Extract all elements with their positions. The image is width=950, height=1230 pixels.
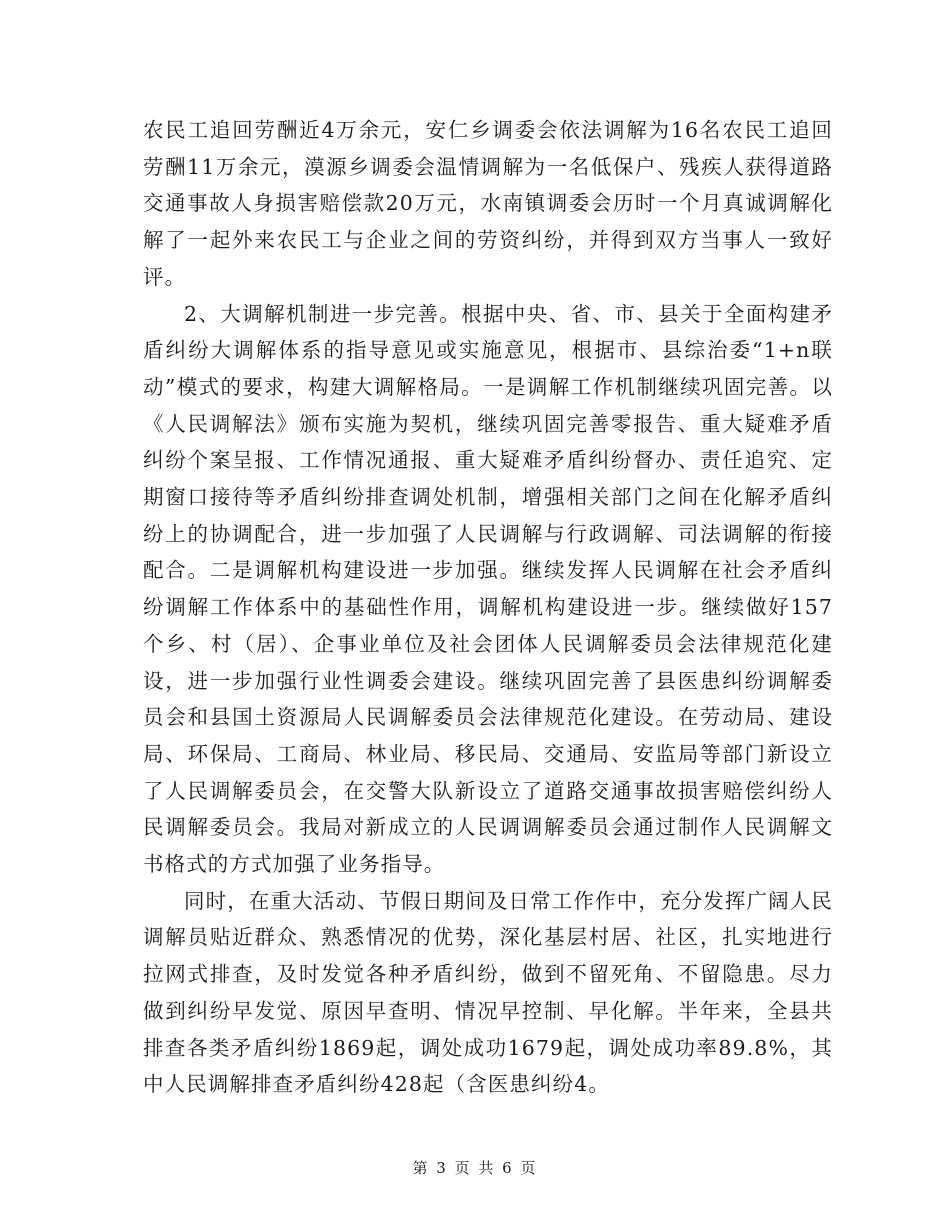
- paragraph-mediation-mechanism: 2、大调解机制进一步完善。根据中央、省、市、县关于全面构建矛盾纠纷大调解体系的指导意见或实施意见，根据市、县综治委“1+n联动”模式的要求，构建大调解格局。一是调解工作机制继续巩固完善。以《人民调解法》颁布实施为契机，继续巩固完善零报告、重大疑难矛盾纠纷个案呈报、工作情况通报、重大疑难矛盾纠纷督办、责任追究、定期窗口接待等矛盾纠纷排查调处机制，增强相关部门之间在化解矛盾纠纷上的协调配合，进一步加强了人民调解与行政调解、司法调解的衔接配合。二是调解机构建设进一步加强。继续发挥人民调解在社会矛盾纠纷调解工作体系中的基础性作用，调解机构建设进一步。继续做好157个乡、村（居）、企事业单位及社会团体人民调解委员会法律规范化建设，进一步加强行业性调委会建设。继续巩固完善了县医患纠纷调解委员会和县国土资源局人民调解委员会法律规范化建设。在劳动局、建设局、环保局、工商局、林业局、移民局、交通局、安监局等部门新设立了人民调解委员会，在交警大队新设立了道路交通事故损害赔偿纠纷人民调解委员会。我局对新成立的人民调调解委员会通过制作人民调解文书格式的方式加强了业务指导。: [143, 301, 833, 877]
- paragraph-continuation: 农民工追回劳酬近4万余元，安仁乡调委会依法调解为16名农民工追回劳酬11万余元，漠源乡调委会温情调解为一名低保户、残疾人获得道路交通事故人身损害赔偿款20万元，水南镇调委会历时一个月真诚调解化解了一起外来农民工与企业之间的劳资纠纷，并得到双方当事人一致好评。: [143, 118, 833, 289]
- document-body: [143, 112, 833, 1103]
- paragraph-dispute-screening: 同时，在重大活动、节假日期间及日常工作作中，充分发挥广阔人民调解员贴近群众、熟悉情况的优势，深化基层村居、社区，扎实地进行拉网式排查，及时发觉各种矛盾纠纷，做到不留死角、不留隐患。尽力做到纠纷早发觉、原因早查明、情况早控制、早化解。半年来，全县共排查各类矛盾纠纷1869起，调处成功1679起，调处成功率89.8%，其中人民调解排查矛盾纠纷428起（含医患纠纷4。: [143, 888, 833, 1097]
- page-footer: 第 3 页 共 6 页: [412, 1159, 538, 1177]
